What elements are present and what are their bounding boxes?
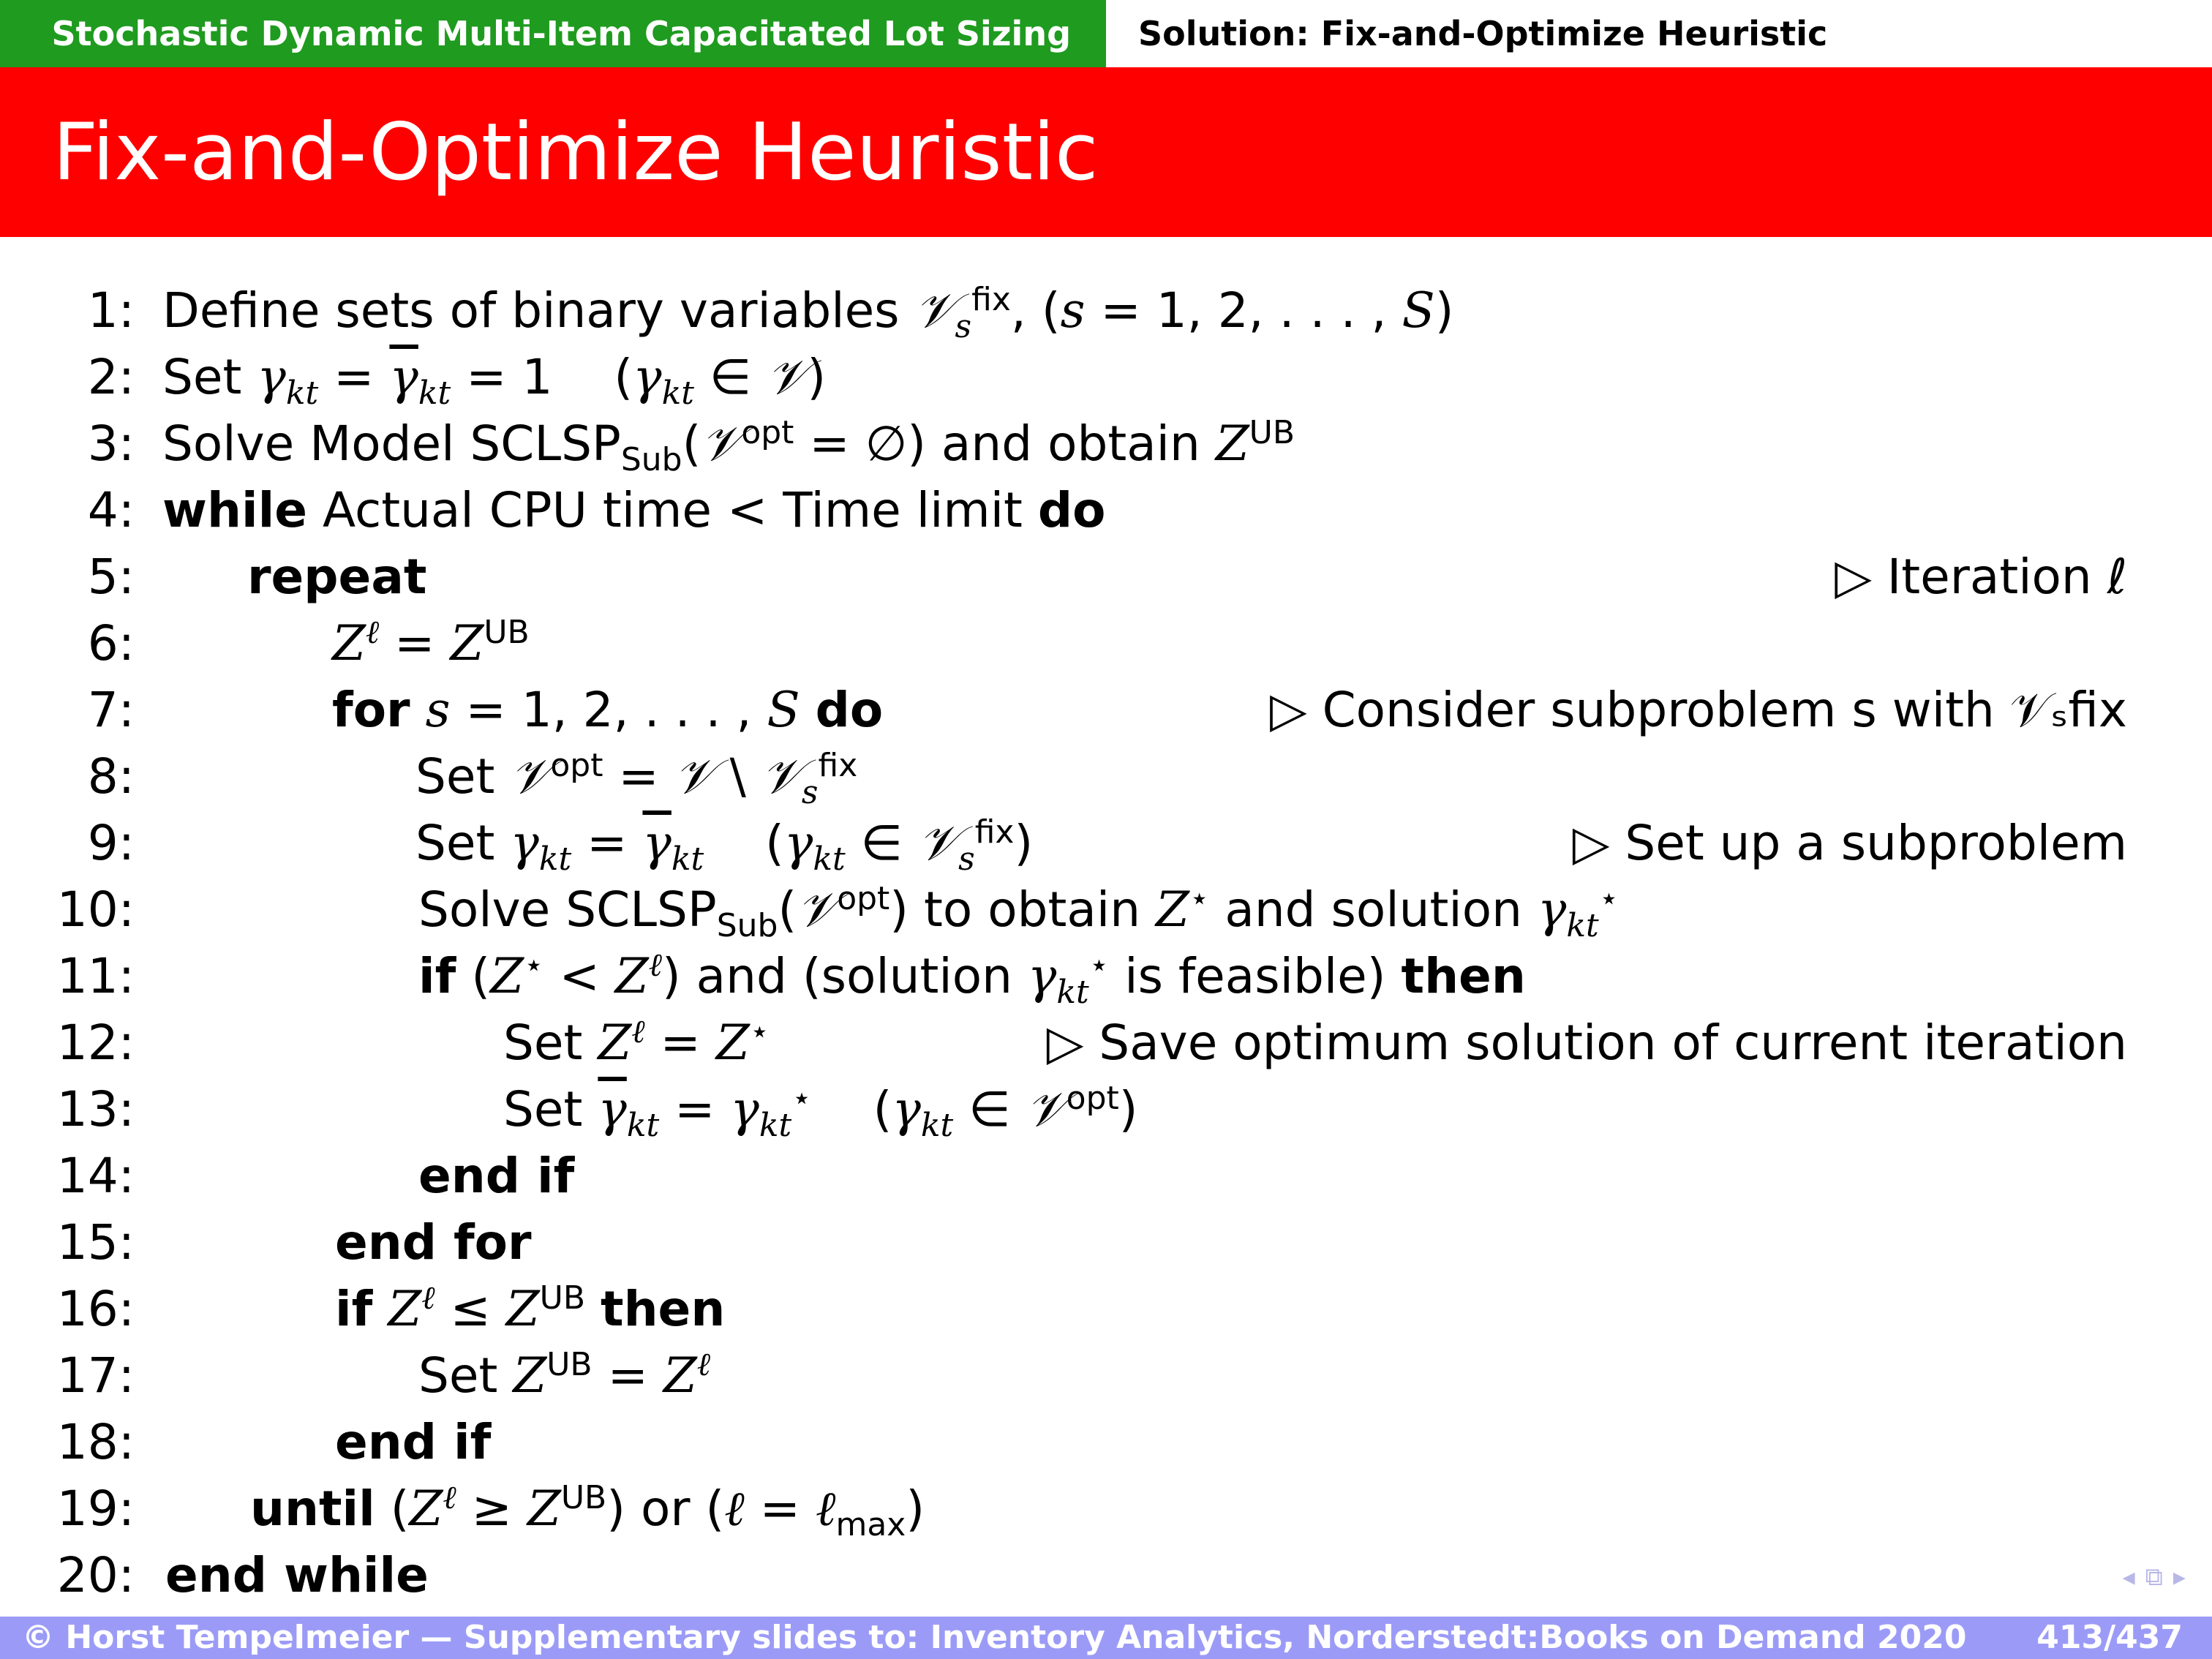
algorithm-line-16 — [0, 1276, 2212, 1342]
line-code: repeat — [247, 549, 427, 605]
footer-bar — [0, 1617, 2212, 1659]
section-title: Stochastic Dynamic Multi-Item Capacitated Lot Sizing — [0, 0, 1106, 67]
line-number: 19: — [56, 1481, 135, 1537]
line-code: Solve $SCLSP_{Sub}(𝒱^{opt})$ to obtain Z⋆ and solution $\gamma_{kt}^⋆$ — [418, 880, 1620, 945]
algorithm-line-20 — [0, 1543, 2212, 1609]
line-code: Define sets of binary variables 𝒱$_s^{fix}$, (s = 1, 2, . . . , S) — [162, 281, 1454, 346]
line-number: 20: — [56, 1547, 135, 1603]
subsection-title: Solution: Fix-and-Optimize Heuristic — [1106, 0, 2212, 67]
line-number: 15: — [56, 1214, 135, 1271]
line-code: $Z^\ell = Z^{UB}$ — [332, 614, 530, 672]
line-number: 16: — [56, 1281, 135, 1337]
line-comment: ▷ Iteration ℓ — [1835, 549, 2127, 605]
algorithm-line-14 — [0, 1143, 2212, 1209]
line-code: end for — [335, 1214, 532, 1271]
line-number: 8: — [87, 748, 135, 805]
line-code: while Actual CPU time < Time limit do — [162, 482, 1106, 538]
algorithm-line-2 — [0, 345, 2212, 413]
line-code: Set 𝒱$^{opt}$ = 𝒱 \ 𝒱$_s^{fix}$ — [415, 747, 858, 812]
algorithm-line-4 — [0, 478, 2212, 543]
algorithm-line-10 — [0, 877, 2212, 943]
line-code: if $(Z^⋆ < Z^\ell)$ and (solution $\gamma_{kt}^⋆$ is feasible) then — [418, 947, 1526, 1012]
algorithm-line-17 — [0, 1343, 2212, 1409]
beamer-navigation — [2123, 1560, 2186, 1595]
line-number: 18: — [56, 1414, 135, 1470]
line-number: 3: — [87, 415, 135, 472]
algorithm-line-3 — [0, 411, 2212, 477]
slide-title: Fix-and-Optimize Heuristic — [0, 67, 2212, 237]
nav-frame-icon[interactable]: ⧉ — [2145, 1562, 2163, 1592]
line-number: 11: — [56, 948, 135, 1004]
algorithm-line-8 — [0, 744, 2212, 810]
page-number: 413/437 — [2036, 1619, 2183, 1656]
algorithm-line-1 — [0, 278, 2212, 344]
line-number: 5: — [87, 549, 135, 605]
line-code: Set $\gamma_{kt} = \overline{\gamma}_{kt} = 1$ ($\gamma_{kt}$ ∈ 𝒱) — [162, 349, 827, 413]
line-comment: ▷ Save optimum solution of current iteration — [1046, 1015, 2127, 1071]
algorithm-line-11 — [0, 944, 2212, 1012]
line-code: Set $\gamma_{kt} = \overline{\gamma}_{kt}$ ($\gamma_{kt}$ ∈ 𝒱$_s^{fix}$) — [415, 813, 1034, 879]
line-code: Set $Z^{UB} = Z^\ell$ — [418, 1346, 711, 1404]
line-comment: ▷ Consider subproblem s with 𝒱ₛfix — [1269, 682, 2127, 738]
line-code: Set $\overline{\gamma}_{kt} = \gamma_{kt}^⋆$ ($\gamma_{kt}$ ∈ 𝒱$^{opt}$) — [503, 1080, 1138, 1145]
algorithm-line-15 — [0, 1210, 2212, 1276]
algorithm-line-18 — [0, 1410, 2212, 1475]
line-number: 2: — [87, 349, 135, 405]
line-code: end if — [335, 1414, 492, 1470]
line-number: 1: — [87, 282, 135, 339]
algorithm-line-5 — [0, 544, 2212, 610]
line-number: 10: — [56, 881, 135, 938]
line-number: 17: — [56, 1347, 135, 1404]
line-code: Set $Z^\ell = Z^⋆$ — [503, 1013, 770, 1071]
line-code: if $Z^\ell \le Z^{UB}$ then — [335, 1279, 726, 1337]
line-number: 14: — [56, 1148, 135, 1204]
line-number: 12: — [56, 1015, 135, 1071]
line-code: until $(Z^\ell \ge Z^{UB})$ or (ℓ = ℓ$_{max}$) — [250, 1479, 925, 1544]
line-code: Solve Model $SCLSP_{Sub}(𝒱^{opt}$ = ∅) and obtain $Z^{UB}$ — [162, 414, 1295, 479]
algorithm-line-12 — [0, 1010, 2212, 1076]
nav-right-icon[interactable]: ▸ — [2172, 1562, 2186, 1592]
line-number: 9: — [87, 815, 135, 871]
line-code: for s = 1, 2, . . . , S do — [332, 682, 884, 738]
line-comment: ▷ Set up a subproblem — [1572, 815, 2127, 871]
line-code: end while — [165, 1547, 429, 1603]
line-number: 6: — [87, 615, 135, 672]
line-number: 4: — [87, 482, 135, 538]
algorithm-line-13 — [0, 1077, 2212, 1143]
algorithm-line-7 — [0, 677, 2212, 743]
algorithm-line-19 — [0, 1476, 2212, 1542]
nav-left-icon[interactable]: ◂ — [2122, 1562, 2135, 1592]
algorithm-line-6 — [0, 611, 2212, 677]
line-number: 13: — [56, 1081, 135, 1137]
footer-credit: © Horst Tempelmeier — Supplementary slides to: Inventory Analytics, Norderstedt:Books on Demand 2020 — [22, 1619, 1967, 1656]
line-number: 7: — [87, 682, 135, 738]
header-bar — [0, 0, 2212, 67]
algorithm-line-9 — [0, 810, 2212, 879]
line-code: end if — [418, 1148, 575, 1204]
